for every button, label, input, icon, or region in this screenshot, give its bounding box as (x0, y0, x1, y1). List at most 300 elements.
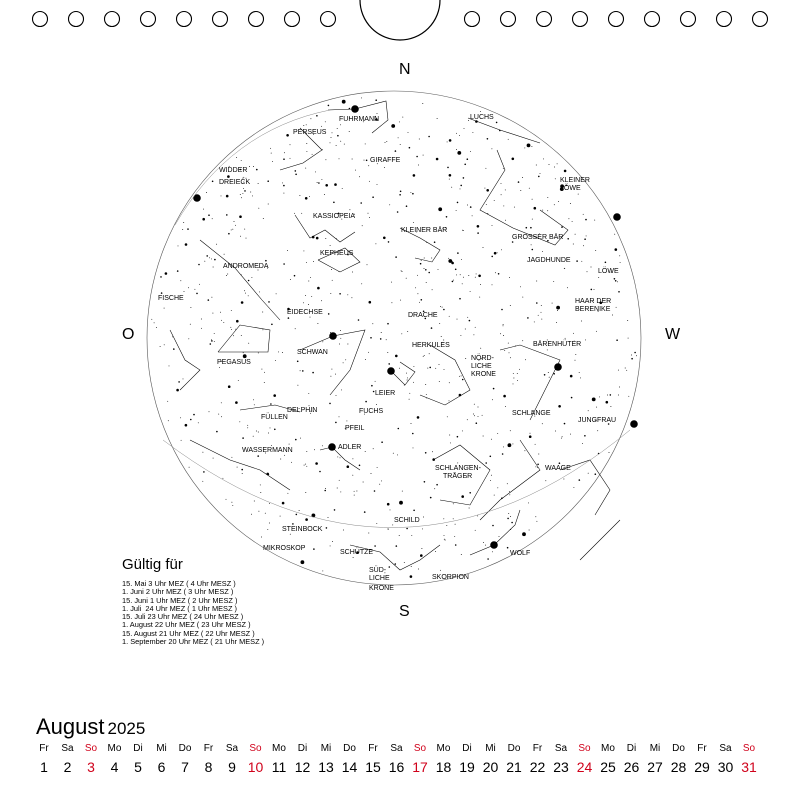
star (290, 144, 291, 145)
star (411, 423, 412, 424)
star (228, 233, 230, 235)
star (536, 302, 538, 304)
weekday-label: Di (626, 743, 637, 754)
star (337, 456, 338, 457)
star (449, 316, 450, 317)
star (491, 148, 492, 149)
star (472, 132, 473, 133)
day-number: 1 (40, 759, 48, 775)
star (226, 499, 227, 500)
star (470, 206, 472, 208)
star (482, 415, 483, 416)
star (389, 566, 391, 568)
star (575, 354, 576, 355)
star (169, 365, 170, 366)
constellation-label: KRONE (369, 585, 394, 592)
calendar-day (735, 742, 763, 778)
star (537, 464, 539, 466)
star (413, 510, 415, 512)
star (529, 188, 530, 189)
star (242, 473, 243, 474)
star (465, 358, 466, 359)
star (284, 455, 285, 456)
day-number: 12 (294, 759, 311, 775)
star (305, 464, 306, 465)
constellation-label: FUCHS (359, 408, 384, 415)
month-year: 2025 (107, 719, 146, 738)
star (544, 374, 546, 376)
star (594, 220, 595, 221)
star (532, 199, 533, 200)
star (503, 325, 504, 326)
weekday-label: Fr (39, 743, 49, 754)
star (151, 319, 152, 320)
constellation-label: DREIECK (219, 179, 251, 186)
star (558, 405, 561, 408)
constellation-label: ADLER (338, 444, 362, 451)
star (459, 376, 460, 377)
star (231, 310, 232, 311)
star (407, 331, 408, 332)
star (563, 479, 564, 480)
constellation-label: SCHLANGEN- (435, 465, 481, 472)
star (419, 302, 420, 303)
star (497, 252, 498, 253)
weekday-label: Do (343, 743, 356, 754)
star (193, 414, 195, 416)
star (538, 176, 540, 178)
star (326, 527, 328, 529)
star (619, 255, 620, 256)
star (241, 335, 242, 336)
star (439, 381, 440, 382)
constellation-label: SCHÜTZE (340, 549, 374, 556)
star (465, 329, 466, 330)
star (475, 530, 476, 531)
star (448, 259, 452, 263)
star (248, 295, 249, 296)
star (224, 254, 225, 255)
star (549, 164, 550, 165)
star (490, 480, 491, 481)
star (418, 165, 419, 166)
star (221, 416, 222, 417)
star (306, 451, 307, 452)
weekday-label: So (742, 743, 756, 754)
constellation-label: TRÄGER (443, 473, 473, 480)
star (213, 458, 214, 459)
star (449, 174, 452, 177)
star (340, 338, 341, 339)
star (483, 436, 484, 437)
star (315, 171, 316, 172)
constellation-label: WOLF (510, 550, 531, 557)
star (332, 280, 333, 281)
weekday-label: Do (507, 743, 521, 754)
star (241, 301, 244, 304)
star (305, 168, 306, 169)
validity-entry: 1. August 22 Uhr MEZ ( 23 Uhr MESZ ) (122, 620, 251, 630)
star (332, 541, 333, 542)
star (575, 234, 576, 235)
star (445, 540, 446, 541)
star (417, 416, 420, 419)
star (413, 447, 414, 448)
star (340, 124, 341, 125)
star (456, 274, 457, 275)
star (457, 151, 461, 155)
star (340, 491, 341, 492)
star (477, 225, 480, 228)
star (463, 277, 464, 278)
star (268, 204, 269, 205)
star (355, 170, 356, 171)
star (211, 258, 212, 259)
star (491, 475, 492, 476)
star (244, 290, 245, 291)
star (188, 338, 189, 339)
star (436, 158, 439, 161)
star (443, 309, 445, 311)
validity-list (122, 580, 362, 646)
star (376, 523, 377, 524)
star (510, 430, 511, 431)
star (562, 436, 563, 437)
star (412, 433, 414, 435)
constellation-label: KRONE (471, 371, 496, 378)
star (180, 280, 181, 281)
star (314, 449, 315, 450)
star (308, 393, 309, 394)
star (258, 432, 259, 433)
star (251, 514, 252, 515)
star (407, 377, 408, 378)
star (312, 154, 313, 155)
star (513, 378, 514, 379)
star (214, 341, 215, 342)
star (542, 251, 543, 252)
star (278, 351, 279, 352)
star (264, 382, 265, 383)
star (459, 298, 461, 300)
constellation-label: MIKROSKOP (263, 545, 306, 552)
star (204, 261, 205, 262)
star (226, 214, 228, 216)
star (154, 322, 155, 323)
star (257, 455, 259, 457)
constellation-label: KLEINER (560, 177, 590, 184)
constellation-label: FISCHE (158, 295, 184, 302)
star (260, 484, 261, 485)
star (399, 368, 400, 369)
constellation-label: LÖWE (598, 268, 619, 275)
star (468, 275, 469, 276)
star (325, 184, 328, 187)
star (484, 188, 485, 189)
star (561, 438, 562, 439)
constellation-label: DELPHIN (287, 407, 318, 414)
star (474, 404, 475, 405)
star (457, 462, 458, 463)
star (510, 357, 511, 358)
star (614, 278, 616, 280)
star (513, 373, 514, 374)
star (582, 443, 583, 444)
star (194, 289, 195, 290)
star (531, 244, 532, 245)
star (467, 205, 468, 206)
constellation-label: SCHWAN (297, 349, 328, 356)
star (503, 168, 504, 169)
star (329, 403, 331, 405)
star (306, 143, 307, 144)
star (443, 518, 444, 519)
star (202, 452, 203, 453)
star (423, 356, 424, 357)
day-number: 19 (459, 759, 475, 775)
bright-star (630, 420, 638, 428)
day-number: 5 (134, 759, 142, 775)
star (502, 453, 504, 455)
star (585, 339, 586, 340)
day-number: 17 (412, 759, 428, 775)
star (223, 322, 224, 323)
star (214, 259, 216, 261)
star (573, 487, 574, 488)
star (328, 517, 329, 518)
star (446, 216, 448, 218)
star (244, 229, 245, 230)
star (390, 509, 391, 510)
star (368, 352, 369, 353)
star (418, 569, 419, 570)
star (496, 122, 498, 124)
weekday-label: So (84, 743, 98, 754)
star (606, 401, 609, 404)
star (212, 218, 213, 219)
star (564, 268, 565, 269)
star (572, 221, 573, 222)
star (460, 185, 462, 187)
star (262, 329, 263, 330)
star (398, 137, 399, 138)
star (182, 229, 183, 230)
star (342, 188, 343, 189)
star (453, 518, 454, 519)
star (270, 403, 272, 405)
star (206, 192, 207, 193)
star (402, 271, 403, 272)
star (397, 454, 398, 455)
star (330, 332, 331, 333)
star (256, 169, 258, 171)
star (555, 178, 556, 179)
star (411, 535, 412, 536)
star (258, 352, 259, 353)
day-number: 11 (271, 759, 287, 775)
star (303, 302, 304, 303)
star (455, 269, 457, 271)
constellation-label: SÜD- (369, 567, 387, 574)
star (331, 269, 332, 270)
star (239, 421, 240, 422)
star (395, 355, 398, 358)
star (399, 535, 400, 536)
star (284, 152, 285, 153)
star (469, 492, 471, 494)
star (568, 218, 569, 219)
star (530, 227, 532, 229)
star (487, 138, 489, 140)
star (322, 445, 323, 446)
star (254, 404, 255, 405)
star (295, 170, 297, 172)
star (181, 440, 182, 441)
star (222, 478, 223, 479)
star (609, 452, 610, 453)
star (424, 258, 425, 259)
star (388, 241, 390, 243)
star (183, 378, 184, 379)
star (202, 218, 205, 221)
star (444, 535, 445, 536)
star (265, 513, 266, 514)
star (547, 210, 548, 211)
star (618, 395, 619, 396)
star (474, 415, 475, 416)
star (579, 372, 580, 373)
star (478, 275, 481, 278)
star (368, 213, 369, 214)
star (305, 295, 306, 296)
star (451, 187, 452, 188)
star (493, 388, 495, 390)
star (231, 329, 232, 330)
star (519, 369, 520, 370)
constellation-label: WAAGE (545, 465, 571, 472)
star (321, 300, 322, 301)
star (461, 259, 462, 260)
weekday-label: Mo (272, 743, 286, 754)
star (475, 327, 476, 328)
star (299, 195, 300, 196)
star (469, 508, 470, 509)
star (392, 524, 393, 525)
star (400, 144, 401, 145)
star (347, 294, 348, 295)
star (578, 194, 579, 195)
star (421, 260, 422, 261)
star (319, 471, 321, 473)
star (583, 214, 584, 215)
weekday-label: Di (297, 743, 308, 754)
star (553, 281, 554, 282)
star (477, 232, 479, 234)
star (391, 302, 392, 303)
star (420, 263, 422, 265)
star (400, 191, 402, 193)
star (243, 354, 247, 358)
star (571, 397, 573, 399)
star (440, 570, 441, 571)
star (422, 528, 423, 529)
star (628, 396, 629, 397)
star (512, 158, 515, 161)
star (283, 158, 285, 160)
star (261, 537, 262, 538)
star (280, 516, 281, 517)
star (443, 340, 444, 341)
star (529, 530, 530, 531)
star (476, 273, 477, 274)
star (617, 281, 618, 282)
star (455, 544, 457, 546)
star (428, 136, 430, 138)
constellation-label: PFEIL (345, 425, 365, 432)
star (492, 399, 493, 400)
star (369, 217, 370, 218)
star (537, 467, 538, 468)
star (282, 352, 283, 353)
star (336, 395, 337, 396)
star (301, 213, 302, 214)
star (386, 339, 387, 340)
star (288, 317, 290, 319)
weekday-label: Fr (532, 743, 543, 754)
star (391, 124, 395, 128)
star (216, 244, 217, 245)
star (542, 423, 543, 424)
star (509, 277, 510, 278)
star (406, 373, 407, 374)
star (423, 155, 424, 156)
star (636, 355, 637, 356)
star (461, 554, 462, 555)
star (371, 473, 372, 474)
star (271, 324, 273, 326)
star (446, 525, 447, 526)
star (343, 362, 344, 363)
star (368, 533, 369, 534)
star (561, 226, 563, 228)
star (491, 439, 492, 440)
star (534, 207, 537, 210)
star (401, 333, 402, 334)
star (434, 241, 436, 243)
star (428, 272, 430, 274)
star (335, 374, 336, 375)
star (438, 207, 442, 211)
day-number: 4 (110, 759, 119, 775)
star (628, 338, 629, 339)
weekday-label: Mi (156, 743, 167, 754)
star (297, 361, 299, 363)
star (588, 410, 589, 411)
star (305, 492, 306, 493)
star (347, 465, 350, 468)
star (407, 380, 408, 381)
star (402, 491, 403, 492)
star (302, 370, 304, 372)
star (256, 431, 257, 432)
star (387, 352, 388, 353)
star (618, 370, 619, 371)
star (585, 219, 587, 221)
star (300, 438, 301, 439)
star (425, 384, 426, 385)
star (479, 297, 480, 298)
validity-entry: 1. Juni 2 Uhr MEZ ( 3 Uhr MESZ ) (122, 587, 234, 597)
